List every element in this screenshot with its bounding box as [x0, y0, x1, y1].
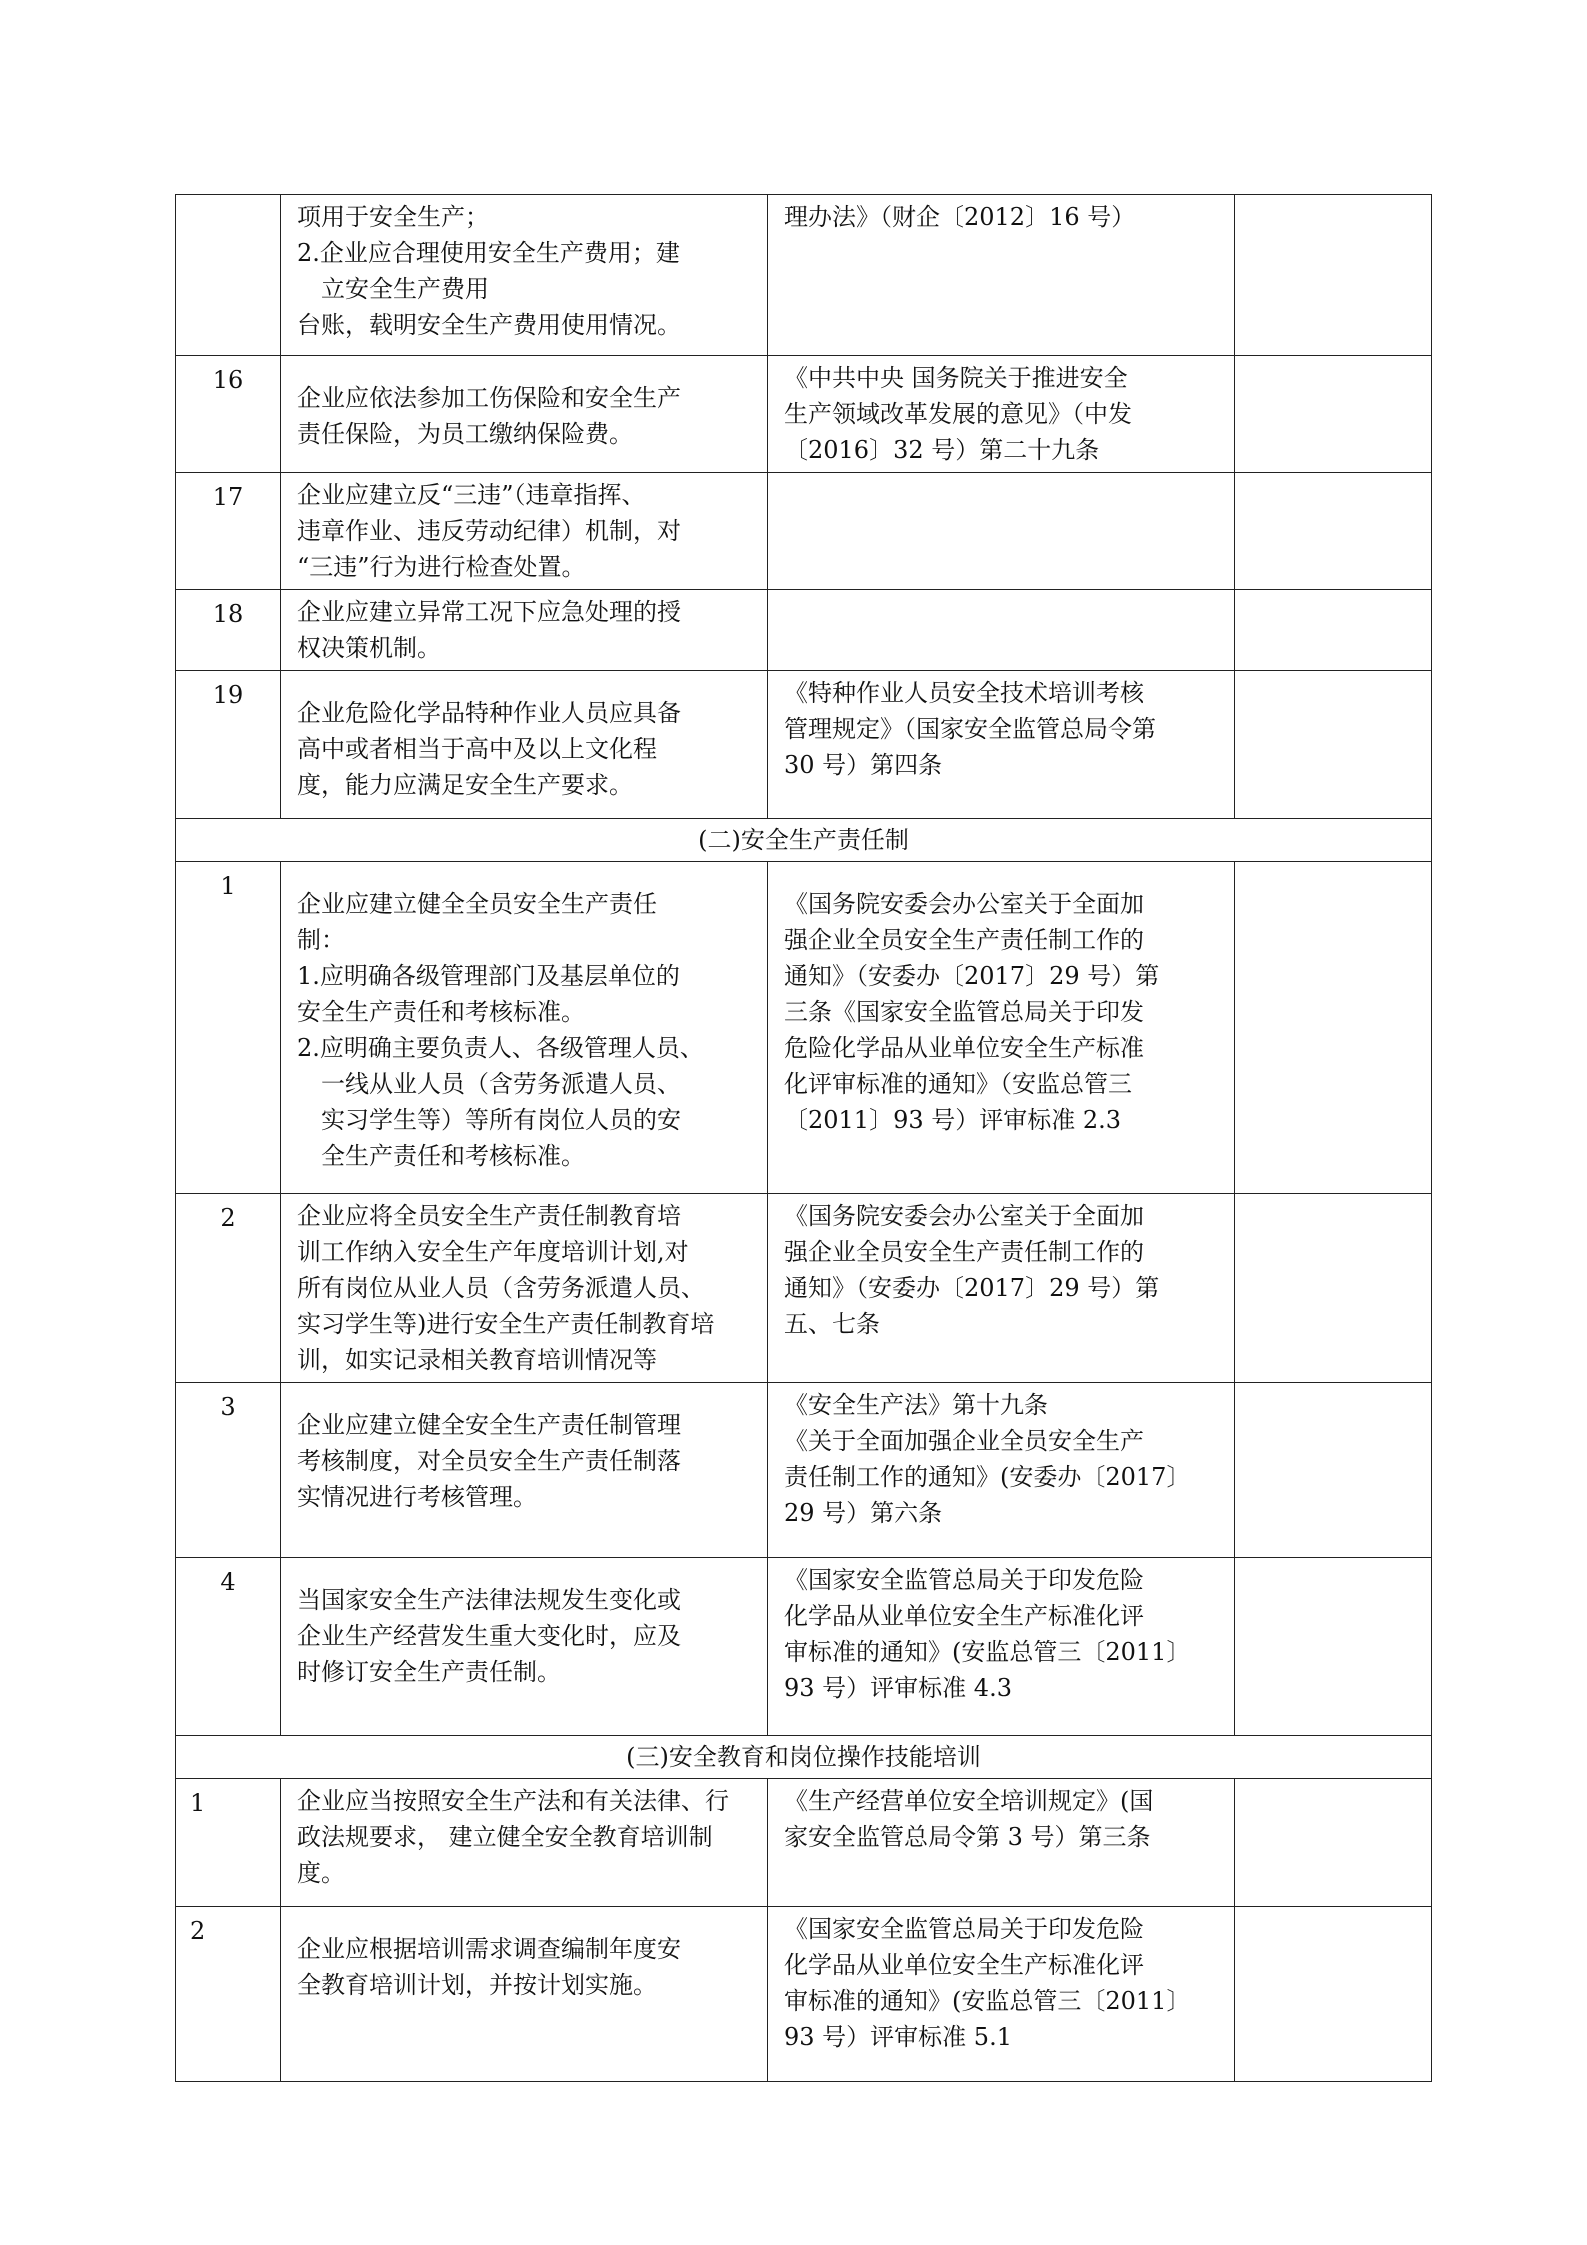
requirement-cell: 企业应建立异常工况下应急处理的授 权决策机制。 [281, 590, 768, 671]
table-row [176, 862, 1432, 1194]
basis-cell [768, 473, 1235, 590]
remark-cell [1235, 1907, 1432, 2082]
section-header-row [176, 819, 1432, 862]
section-title: (三)安全教育和岗位操作技能培训 [176, 1736, 1432, 1779]
requirement-cell: 当国家安全生产法律法规发生变化或 企业生产经营发生重大变化时，应及 时修订安全生产责任制。 [281, 1558, 768, 1736]
table-row [176, 356, 1432, 473]
basis-cell: 理办法》（财企〔2012〕16 号） [768, 195, 1235, 356]
basis-cell: 《国家安全监管总局关于印发危险 化学品从业单位安全生产标准化评 审标准的通知》(安监总管三〔2011〕 93 号）评审标准 4.3 [768, 1558, 1235, 1736]
remark-cell [1235, 671, 1432, 819]
requirement-cell: 企业应当按照安全生产法和有关法律、行 政法规要求， 建立健全安全教育培训制 度。 [281, 1779, 768, 1907]
remark-cell [1235, 1383, 1432, 1558]
requirement-cell: 企业应根据培训需求调查编制年度安 全教育培训计划，并按计划实施。 [281, 1907, 768, 2082]
row-number: 2 [176, 1907, 281, 2082]
basis-cell: 《国家安全监管总局关于印发危险 化学品从业单位安全生产标准化评 审标准的通知》(安监总管三〔2011〕 93 号）评审标准 5.1 [768, 1907, 1235, 2082]
row-number: 2 [176, 1194, 281, 1383]
basis-cell: 《国务院安委会办公室关于全面加 强企业全员安全生产责任制工作的 通知》（安委办〔2017〕29 号）第 三条《国家安全监管总局关于印发 危险化学品从业单位安全生产标准 化评审标准的通知》（安监总管三 〔2011〕93 号）评审标准 2.3 [768, 862, 1235, 1194]
row-number: 1 [176, 862, 281, 1194]
basis-cell: 《中共中央 国务院关于推进安全 生产领域改革发展的意见》（中发 〔2016〕32 号）第二十九条 [768, 356, 1235, 473]
basis-cell: 《生产经营单位安全培训规定》(国 家安全监管总局令第 3 号）第三条 [768, 1779, 1235, 1907]
remark-cell [1235, 195, 1432, 356]
row-number: 18 [176, 590, 281, 671]
basis-cell [768, 590, 1235, 671]
remark-cell [1235, 1194, 1432, 1383]
requirement-cell: 企业应依法参加工伤保险和安全生产 责任保险，为员工缴纳保险费。 [281, 356, 768, 473]
table-row [176, 1558, 1432, 1736]
remark-cell [1235, 356, 1432, 473]
remark-cell [1235, 1558, 1432, 1736]
table-row [176, 590, 1432, 671]
basis-cell: 《特种作业人员安全技术培训考核 管理规定》（国家安全监管总局令第 30 号）第四条 [768, 671, 1235, 819]
table-row [176, 1194, 1432, 1383]
remark-cell [1235, 1779, 1432, 1907]
requirement-cell: 项用于安全生产； 2.企业应合理使用安全生产费用；建 立安全生产费用 台账，载明安全生产费用使用情况。 [281, 195, 768, 356]
remark-cell [1235, 473, 1432, 590]
basis-cell: 《国务院安委会办公室关于全面加 强企业全员安全生产责任制工作的 通知》（安委办〔2017〕29 号）第 五、七条 [768, 1194, 1235, 1383]
table-row [176, 671, 1432, 819]
table-row [176, 195, 1432, 356]
requirement-cell: 企业应建立健全全员安全生产责任 制： 1.应明确各级管理部门及基层单位的 安全生产责任和考核标准。 2.应明确主要负责人、各级管理人员、 一线从业人员（含劳务派遣人员、 实习学生等）等所有岗位人员的安 全生产责任和考核标准。 [281, 862, 768, 1194]
section-header-row [176, 1736, 1432, 1779]
remark-cell [1235, 590, 1432, 671]
basis-cell: 《安全生产法》第十九条 《关于全面加强企业全员安全生产 责任制工作的通知》(安委办〔2017〕 29 号）第六条 [768, 1383, 1235, 1558]
row-number: 17 [176, 473, 281, 590]
table-row [176, 1383, 1432, 1558]
requirement-cell: 企业应将全员安全生产责任制教育培 训工作纳入安全生产年度培训计划,对 所有岗位从业人员（含劳务派遣人员、 实习学生等)进行安全生产责任制教育培 训，如实记录相关教育培训情况等 [281, 1194, 768, 1383]
requirement-cell: 企业危险化学品特种作业人员应具备 高中或者相当于高中及以上文化程 度，能力应满足安全生产要求。 [281, 671, 768, 819]
row-number: 4 [176, 1558, 281, 1736]
table-row [176, 473, 1432, 590]
section-title: (二)安全生产责任制 [176, 819, 1432, 862]
remark-cell [1235, 862, 1432, 1194]
requirement-cell: 企业应建立健全安全生产责任制管理 考核制度，对全员安全生产责任制落 实情况进行考核管理。 [281, 1383, 768, 1558]
row-number: 1 [176, 1779, 281, 1907]
table-row [176, 1779, 1432, 1907]
requirement-cell: 企业应建立反“三违”（违章指挥、 违章作业、违反劳动纪律）机制，对 “三违”行为进行检查处置。 [281, 473, 768, 590]
row-number [176, 195, 281, 356]
table-row [176, 1907, 1432, 2082]
row-number: 3 [176, 1383, 281, 1558]
row-number: 16 [176, 356, 281, 473]
standards-table [175, 194, 1432, 2082]
row-number: 19 [176, 671, 281, 819]
